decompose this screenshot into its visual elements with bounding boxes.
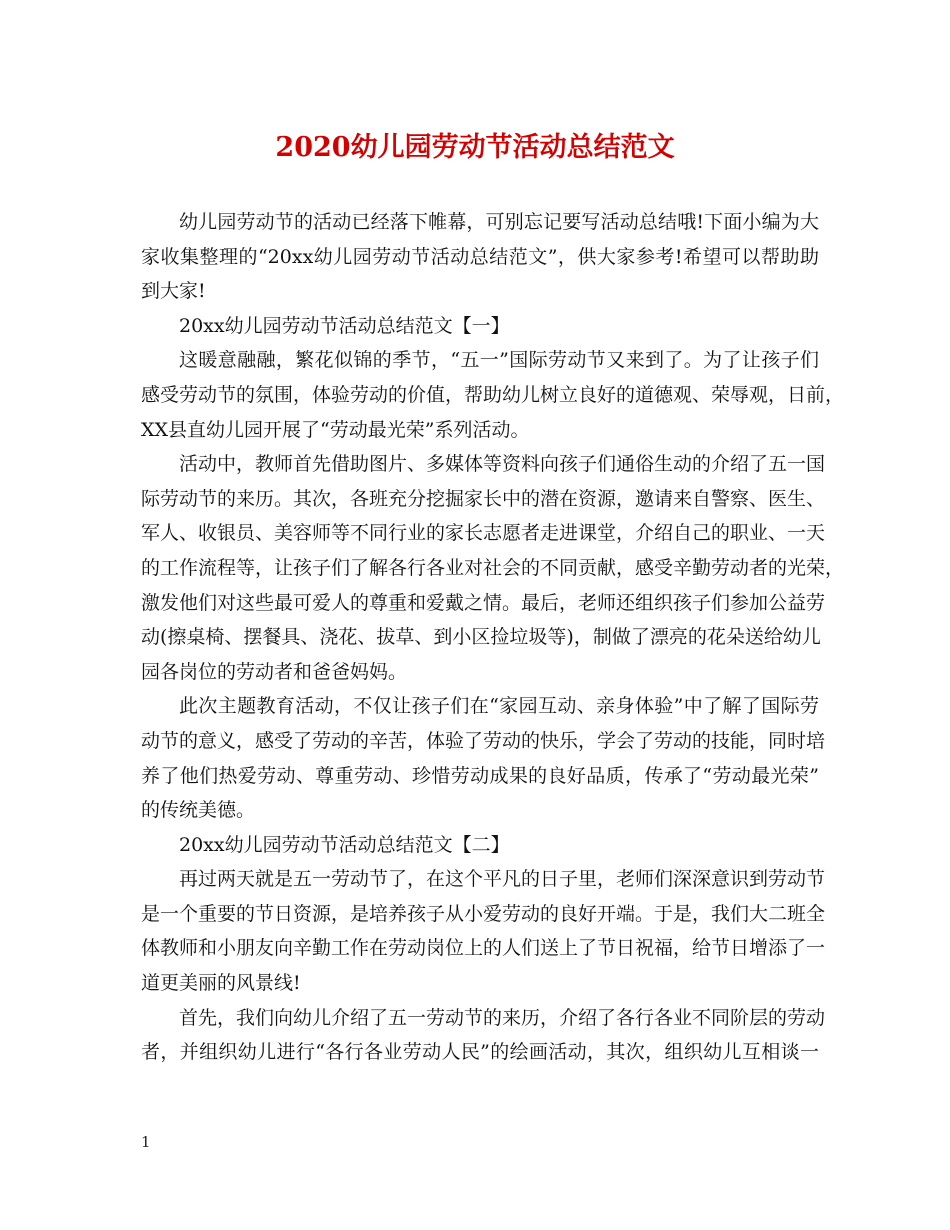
text-line: 家收集整理的“20xx幼儿园劳动节活动总结范文”，供大家参考!希望可以帮助助 bbox=[141, 245, 819, 268]
text-line: 动(擦桌椅、摆餐具、浇花、拔草、到小区捡垃圾等)，制做了漂亮的花朵送给幼儿 bbox=[141, 626, 821, 649]
text-line: 活动中，教师首先借助图片、多媒体等资料向孩子们通俗生动的介绍了五一国 bbox=[179, 453, 826, 476]
text-line: 此次主题教育活动，不仅让孩子们在“家园互动、亲身体验”中了解了国际劳 bbox=[179, 695, 819, 718]
text-line: 20xx幼儿园劳动节活动总结范文【二】 bbox=[179, 833, 510, 856]
text-line: 的传统美德。 bbox=[141, 799, 256, 822]
text-line: 这暖意融融，繁花似锦的季节，“五一”国际劳动节又来到了。为了让孩子们 bbox=[179, 349, 819, 372]
text-line: 养了他们热爱劳动、尊重劳动、珍惜劳动成果的良好品质，传承了“劳动最光荣” bbox=[141, 764, 819, 787]
page-number: 1 bbox=[141, 1133, 151, 1151]
text-line: 再过两天就是五一劳动节了，在这个平凡的日子里，老师们深深意识到劳动节 bbox=[179, 868, 826, 891]
text-line: 首先，我们向幼儿介绍了五一劳动节的来历，介绍了各行各业不同阶层的劳动 bbox=[179, 1006, 826, 1029]
text-line: 道更美丽的风景线! bbox=[141, 972, 301, 995]
text-line: XX县直幼儿园开展了“劳动最光荣”系列活动。 bbox=[141, 418, 530, 441]
document-body bbox=[141, 205, 845, 1070]
text-line: 的工作流程等，让孩子们了解各行各业对社会的不同贡献，感受辛勤劳动者的光荣， bbox=[141, 556, 845, 579]
text-line: 感受劳动节的氛围，体验劳动的价值，帮助幼儿树立良好的道德观、荣辱观，日前， bbox=[141, 383, 845, 406]
text-line: 是一个重要的节日资源，是培养孩子从小爱劳动的良好开端。于是，我们大二班全 bbox=[141, 902, 826, 925]
text-line: 园各岗位的劳动者和爸爸妈妈。 bbox=[141, 660, 408, 683]
text-line: 体教师和小朋友向辛勤工作在劳动岗位上的人们送上了节日祝福，给节日增添了一 bbox=[141, 937, 826, 960]
text-line: 者，并组织幼儿进行“各行各业劳动人民”的绘画活动，其次，组织幼儿互相谈一 bbox=[141, 1041, 819, 1064]
document-title: 2020幼儿园劳动节活动总结范文 bbox=[275, 132, 675, 163]
text-line: 到大家! bbox=[141, 280, 206, 303]
text-line: 动节的意义，感受了劳动的辛苦，体验了劳动的快乐，学会了劳动的技能，同时培 bbox=[141, 729, 826, 752]
text-line: 幼儿园劳动节的活动已经落下帷幕，可别忘记要写活动总结哦!下面小编为大 bbox=[179, 211, 819, 233]
text-line: 际劳动节的来历。其次，各班充分挖掘家长中的潜在资源，邀请来自警察、医生、 bbox=[141, 487, 826, 510]
text-line: 20xx幼儿园劳动节活动总结范文【一】 bbox=[179, 314, 510, 337]
text-line: 军人、收银员、美容师等不同行业的家长志愿者走进课堂，介绍自己的职业、一天 bbox=[141, 522, 826, 545]
text-line: 激发他们对这些最可爱人的尊重和爱戴之情。最后，老师还组织孩子们参加公益劳 bbox=[141, 591, 826, 614]
